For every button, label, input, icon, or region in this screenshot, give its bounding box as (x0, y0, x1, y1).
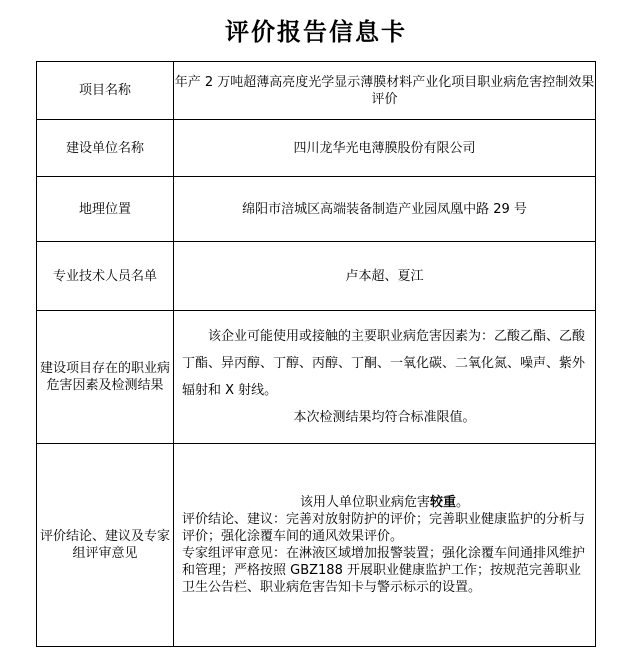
staff-label: 专业技术人员名单 (37, 242, 174, 311)
unit-name-value: 四川龙华光电薄膜股份有限公司 (174, 120, 596, 177)
evaluation-content (174, 494, 595, 596)
table-row-location (37, 177, 596, 242)
evaluation-label: 评价结论、建议及专家组评审意见 (37, 444, 174, 647)
project-name-value: 年产 2 万吨超薄高亮度光学显示薄膜材料产业化项目职业病危害控制效果评价 (174, 62, 596, 120)
evaluation-headline (182, 494, 587, 511)
table-row-staff (37, 242, 596, 311)
table-row-hazard (37, 311, 596, 444)
evaluation-headline-prefix: 该用人单位职业病危害 (299, 495, 430, 510)
location-label: 地理位置 (37, 177, 174, 242)
expert-opinion-text: 专家组评审意见：在淋液区域增加报警装置；强化涂覆车间通排风维护和管理；严格按照 GBZ188 开展职业健康监护工作；按规范完善职业卫生公告栏、职业病危害告知卡与警示标示的设置。 (182, 546, 586, 595)
page-title: 评价报告信息卡 (225, 18, 407, 46)
hazard-result-text: 本次检测结果均符合标准限值。 (293, 410, 476, 425)
evaluation-severity: 较重 (429, 495, 456, 510)
unit-name-label: 建设单位名称 (37, 120, 174, 177)
evaluation-headline-suffix: 。 (456, 495, 470, 510)
location-value: 绵阳市涪城区高端装备制造产业园凤凰中路 29 号 (174, 177, 596, 242)
hazard-label: 建设项目存在的职业病危害因素及检测结果 (37, 311, 174, 444)
hazard-cell (174, 311, 596, 444)
project-name-label: 项目名称 (37, 62, 174, 120)
table-row-evaluation (37, 444, 596, 647)
evaluation-conclusion-text: 评价结论、建议：完善对放射防护的评价；完善职业健康监护的分析与评价；强化涂覆车间的通风效果评价。 (182, 512, 586, 544)
evaluation-cell (174, 444, 596, 647)
table-row-project (37, 62, 596, 120)
info-card-table (36, 61, 596, 647)
staff-value: 卢本超、夏江 (174, 242, 596, 311)
table-row-unit (37, 120, 596, 177)
hazard-factors-text: 该企业可能使用或接触的主要职业病危害因素为：乙酸乙酯、乙酸丁酯、异丙醇、丁醇、丙醇、丁酮、一氧化碳、二氧化氮、噪声、紫外辐射和 X 射线。 (182, 329, 586, 398)
